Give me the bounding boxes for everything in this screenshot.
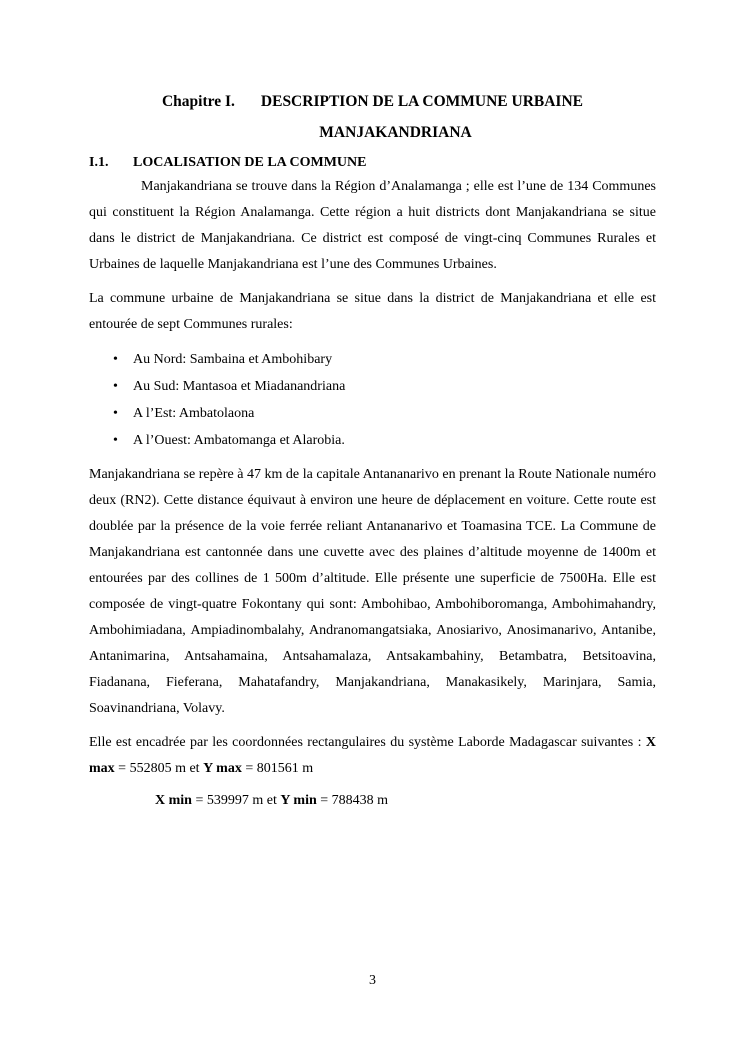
chapter-number: Chapitre I. — [161, 93, 235, 110]
list-item: • A l’Ouest: Ambatomanga et Alarobia. — [133, 427, 656, 454]
paragraph-neighbors-intro: La commune urbaine de Manjakandriana se situe dans la district de Manjakandriana et elle est entourée de sept Communes rurales: — [89, 291, 656, 332]
section-heading — [89, 155, 656, 171]
chapter-title-line1 — [89, 86, 656, 117]
y-min-value: = 788438 m — [320, 793, 389, 808]
coordinates-min — [89, 788, 656, 814]
list-item: • A l’Est: Ambatolaona — [133, 400, 656, 427]
y-max-label: Y max — [203, 761, 242, 776]
document-page — [89, 86, 656, 814]
list-item: • Au Nord: Sambaina et Ambohibary — [133, 346, 656, 373]
page-number: 3 — [369, 973, 376, 988]
chapter-heading — [89, 86, 656, 148]
y-min-label: Y min — [280, 793, 317, 808]
section-number: I.1. — [89, 155, 109, 170]
section-title: LOCALISATION DE LA COMMUNE — [133, 155, 367, 170]
x-min-label: X min — [155, 793, 192, 808]
paragraph-location: Manjakandriana se repère à 47 km de la capitale Antananarivo en prenant la Route Nationale numéro deux (RN2). Cette distance équivaut à environ une heure de déplacement en voiture. Cette route est doublée par la présence de la voie ferrée reliant Antananarivo et Toamasina TCE. La Commune de Manjakandriana est cantonnée dans une cuvette avec des plaines d’altitude moyenne de 1400m et entourées par des collines de 1 500m d’altitude. Elle présente une superficie de 7500Ha. Elle est composée de vingt-quatre Fokontany qui sont: Ambohibao, Ambohiboromanga, Ambohimahandry, Ambohimiadana, Ampiadinombalahy, Andranomangatsiaka, Anosiarivo, Anosimanarivo, Antanibe, Antanimarina, Antsahamaina, Antsahamalaza, Antsakambahiny, Betambatra, Betsitoavina, Fiadanana, Fieferana, Mahatafandry, Manjakandriana, Manakasikely, Marinjara, Samia, Soavinandriana, Volavy. — [89, 467, 656, 716]
y-max-value: = 801561 m — [245, 761, 314, 776]
neighbors-list — [89, 346, 656, 454]
x-min-value: = 539997 m et — [195, 793, 277, 808]
paragraph-intro: Manjakandriana se trouve dans la Région d’Analamanga ; elle est l’une de 134 Communes qui constituent la Région Analamanga. Cette région a huit districts dont Manjakandriana se situe dans le district de Manjakandriana. Ce district est composé de vingt-cinq Communes Rurales et Urbaines de laquelle Manjakandriana est l’une des Communes Urbaines. — [89, 179, 656, 272]
x-max-value: = 552805 m et — [118, 761, 200, 776]
chapter-title: DESCRIPTION DE LA COMMUNE URBAINE — [260, 93, 583, 110]
paragraph-coordinates — [89, 730, 656, 782]
x-max-label: X max — [89, 735, 657, 776]
chapter-title-line2: MANJAKANDRIANA — [319, 124, 472, 141]
coordinates-intro: Elle est encadrée par les coordonnées rectangulaires du système Laborde Madagascar suivantes : — [89, 735, 642, 750]
list-item: • Au Sud: Mantasoa et Miadanandriana — [133, 373, 656, 400]
